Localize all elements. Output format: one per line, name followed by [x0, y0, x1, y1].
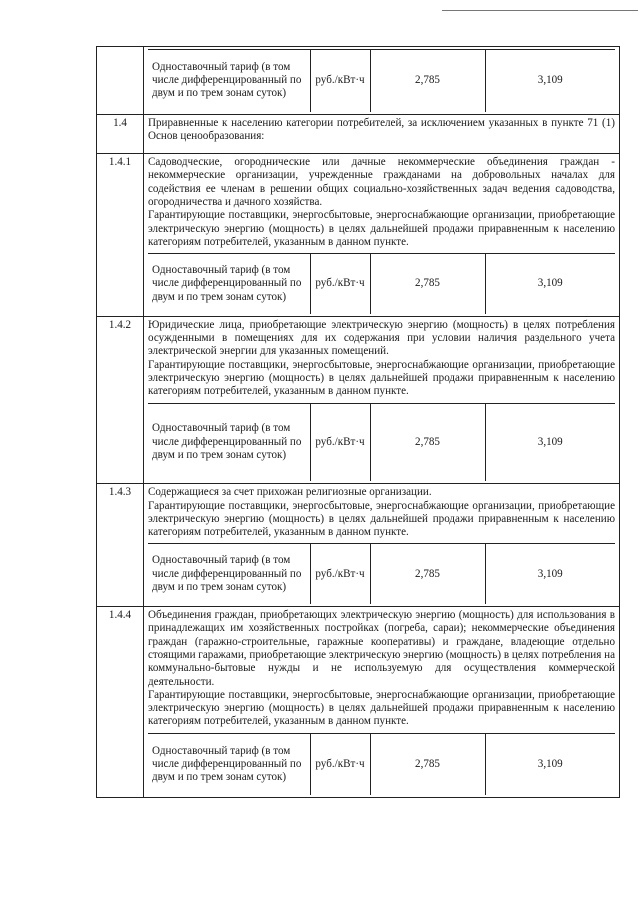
tariff-unit: руб./кВт·ч: [310, 254, 370, 314]
tariff-label: Одноставочный тариф (в том числе дифференцированный по двум и по трем зонам суток): [148, 544, 310, 604]
tariff-table: [148, 253, 615, 314]
section-row-1-4-2: [97, 316, 620, 400]
tariff-value-1: 2,785: [370, 544, 485, 604]
tariff-value-2: 3,109: [485, 403, 615, 481]
section-number: 1.4.1: [97, 154, 144, 317]
tariff-value-2: 3,109: [485, 254, 615, 314]
section-number: 1.4: [97, 114, 144, 154]
section-row-1-4-4: [97, 606, 620, 730]
tariff-label: Одноставочный тариф (в том числе дифференцированный по двум и по трем зонам суток): [148, 50, 310, 112]
tariff-table: [148, 543, 615, 604]
tariff-row: [97, 401, 620, 484]
tariff-value-1: 2,785: [370, 403, 485, 481]
tariff-unit: руб./кВт·ч: [310, 403, 370, 481]
tariff-table: [148, 403, 615, 482]
tariff-row: [97, 731, 620, 798]
tariff-unit: руб./кВт·ч: [310, 544, 370, 604]
tariff-label: Одноставочный тариф (в том числе дифференцированный по двум и по трем зонам суток): [148, 254, 310, 314]
tariff-label: Одноставочный тариф (в том числе дифференцированный по двум и по трем зонам суток): [148, 403, 310, 481]
tariff-value-2: 3,109: [485, 544, 615, 604]
section-description: Приравненные к населению категории потребителей, за исключением указанных в пункте 71 (1) Основ ценообразования:: [144, 114, 620, 154]
tariff-document-table: [96, 46, 620, 798]
section-description: Содержащиеся за счет прихожан религиозные организации. Гарантирующие поставщики, энергосбытовые, энергоснабжающие организации, приобретающие электрическую энергию (мощность) в целях дальнейшей продажи приравненным к населению категориям потребителей, указанным в данном пункте.: [144, 484, 620, 542]
tariff-row: [97, 251, 620, 316]
section-row-1-4: [97, 114, 620, 154]
section-number: 1.4.4: [97, 606, 144, 797]
section-number: 1.4.2: [97, 316, 144, 483]
section-row-1-4-1: [97, 154, 620, 252]
section-description: Объединения граждан, приобретающих электрическую энергию (мощность) для использования в принадлежащих им хозяйственных постройках (погреба, сараи); некоммерческие объединения граждан (гаражно-строительные, гаражные кооперативы) и граждане, владеющие отдельно стоящими гаражами, приобретающие электрическую энергию (мощность) в целях потребления на коммунально-бытовые нужды и не используемую для осуществления коммерческой деятельности. Гарантирующие поставщики, энергосбытовые, энергоснабжающие организации, приобретающие электрическую энергию (мощность) в целях дальнейшей продажи приравненным к населению категориям потребителей, указанным в данном пункте.: [144, 606, 620, 730]
tariff-unit: руб./кВт·ч: [310, 50, 370, 112]
tariff-value-1: 2,785: [370, 50, 485, 112]
tariff-unit: руб./кВт·ч: [310, 733, 370, 795]
tariff-table: [148, 49, 615, 112]
tariff-value-2: 3,109: [485, 733, 615, 795]
section-number: 1.4.3: [97, 484, 144, 607]
tariff-value-1: 2,785: [370, 254, 485, 314]
section-description: Юридические лица, приобретающие электрическую энергию (мощность) в целях потребления осужденными в помещениях для их содержания при условии наличия раздельного учета электрической энергии для указанных помещений. Гарантирующие поставщики, энергосбытовые, энергоснабжающие организации, приобретающие электрическую энергию (мощность) в целях дальнейшей продажи приравненным к населению категориям потребителей, указанным в данном пункте.: [144, 316, 620, 400]
section-row-1-4-3: [97, 484, 620, 542]
header-rule: [442, 10, 638, 11]
section-description: Садоводческие, огороднические или дачные некоммерческие объединения граждан - некоммерческие организации, учрежденные гражданами на добровольных началах для содействия ее членам в решении общих социально-хозяйственных задач ведения садоводства, огородничества и дачного хозяйства. Гарантирующие поставщики, энергосбытовые, энергоснабжающие организации, приобретающие электрическую энергию (мощность) в целях дальнейшей продажи приравненным к населению категориям потребителей, указанным в данном пункте.: [144, 154, 620, 252]
tariff-value-2: 3,109: [485, 50, 615, 112]
tariff-table: [148, 733, 615, 796]
tariff-label: Одноставочный тариф (в том числе дифференцированный по двум и по трем зонам суток): [148, 733, 310, 795]
tariff-row-continued: [97, 47, 620, 115]
tariff-row: [97, 541, 620, 606]
number-cell-empty: [97, 47, 144, 115]
tariff-value-1: 2,785: [370, 733, 485, 795]
